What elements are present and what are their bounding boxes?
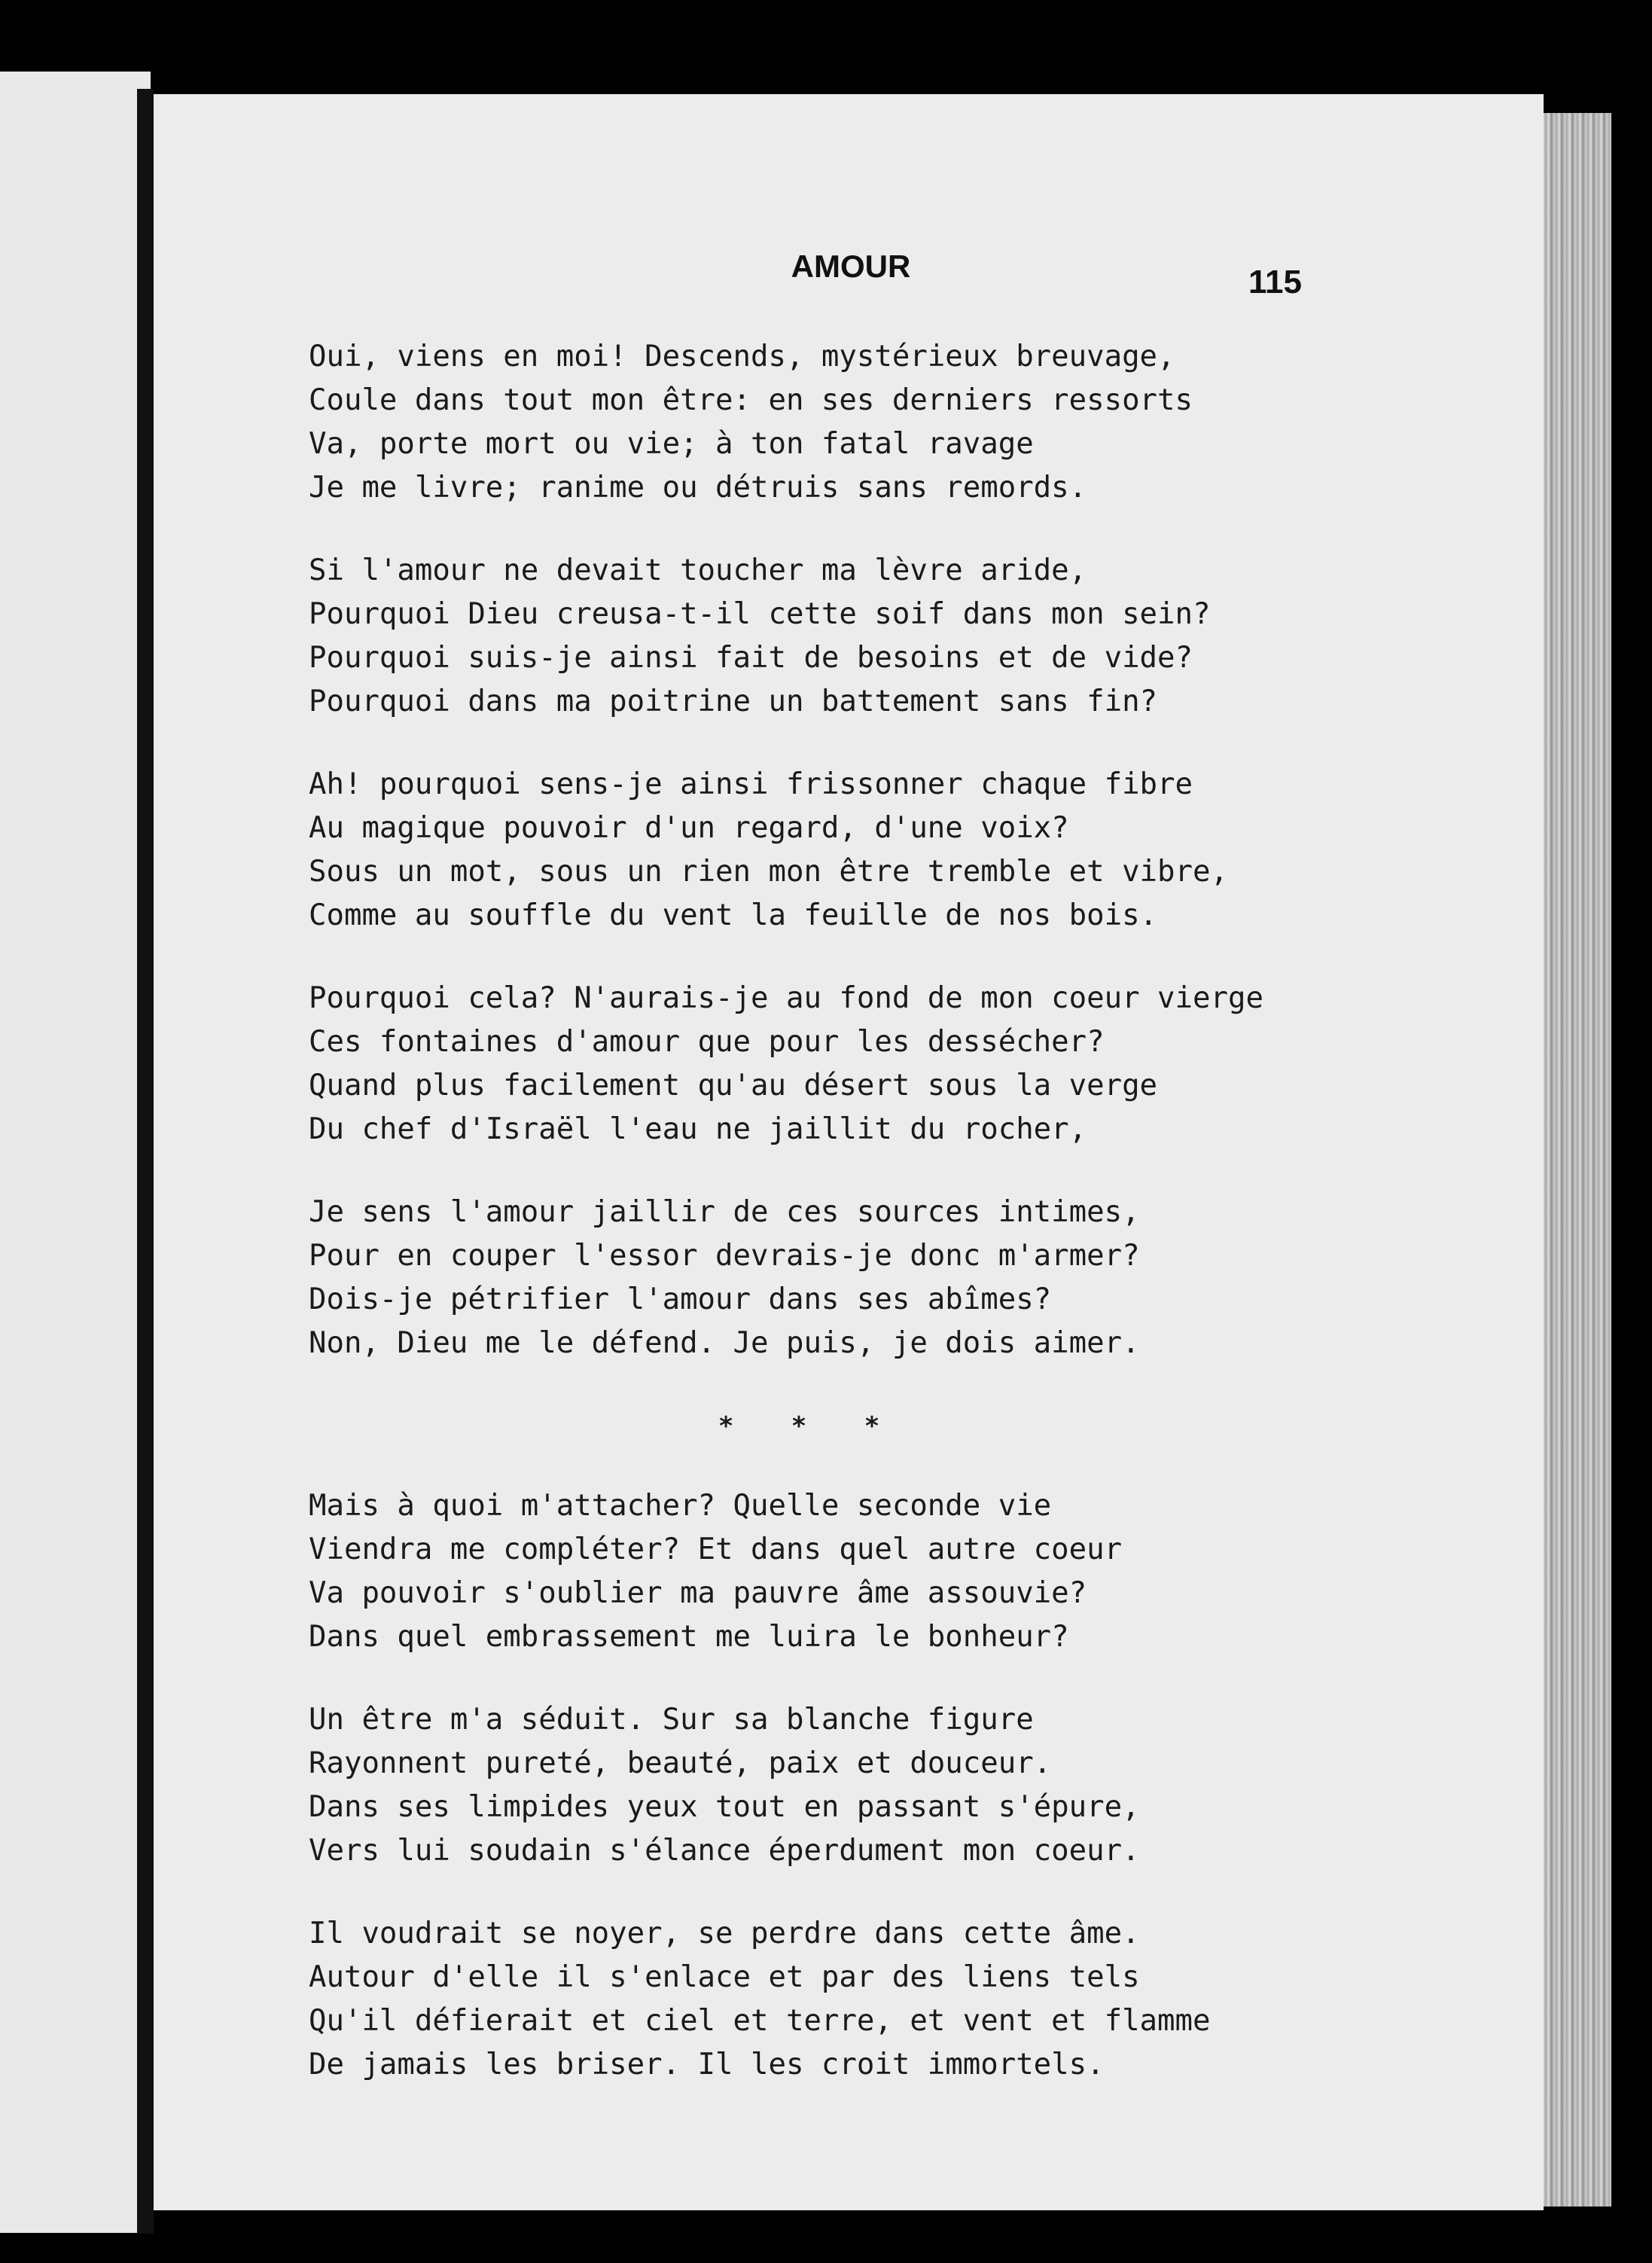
- verse-line: Va pouvoir s'oublier ma pauvre âme assouvie?: [309, 1576, 1087, 1610]
- page-number: 115: [1248, 264, 1302, 300]
- verse-line: Vers lui soudain s'élance éperdument mon coeur.: [309, 1834, 1140, 1868]
- verse-line: Dans ses limpides yeux tout en passant s'épure,: [309, 1790, 1140, 1824]
- verse-line: Je me livre; ranime ou détruis sans remords.: [309, 471, 1087, 505]
- verse-line: Pourquoi Dieu creusa-t-il cette soif dans mon sein?: [309, 597, 1211, 631]
- running-header-title: AMOUR: [791, 249, 911, 284]
- verse-line: Pour en couper l'essor devrais-je donc m'armer?: [309, 1239, 1140, 1273]
- verse-line: Ah! pourquoi sens-je ainsi frissonner chaque fibre: [309, 767, 1193, 801]
- verse-line: Il voudrait se noyer, se perdre dans cette âme.: [309, 1917, 1140, 1950]
- stanza: [309, 763, 1310, 938]
- verse-line: Dois-je pétrifier l'amour dans ses abîmes?: [309, 1282, 1052, 1316]
- verse-line: Coule dans tout mon être: en ses derniers ressorts: [309, 383, 1193, 417]
- verse-line: Pourquoi dans ma poitrine un battement sans fin?: [309, 685, 1158, 718]
- verse-line: Du chef d'Israël l'eau ne jaillit du rocher,: [309, 1112, 1087, 1146]
- stanza: [309, 1698, 1310, 1873]
- verse-line: Pourquoi cela? N'aurais-je au fond de mon coeur vierge: [309, 981, 1263, 1015]
- stanza: [309, 335, 1310, 510]
- facing-page-edge: [0, 72, 151, 2233]
- verse-line: Rayonnent pureté, beauté, paix et douceur.: [309, 1746, 1052, 1780]
- verse-line: Oui, viens en moi! Descends, mystérieux breuvage,: [309, 340, 1175, 374]
- verse-line: Quand plus facilement qu'au désert sous la verge: [309, 1069, 1158, 1103]
- verse-line: Comme au souffle du vent la feuille de nos bois.: [309, 898, 1158, 932]
- verse-line: Pourquoi suis-je ainsi fait de besoins et de vide?: [309, 641, 1193, 675]
- verse-line: Qu'il défierait et ciel et terre, et vent et flamme: [309, 2004, 1211, 2038]
- page-stack-edge: [1544, 113, 1611, 2207]
- stanza: [309, 549, 1310, 724]
- verse-line: Au magique pouvoir d'un regard, d'une voix?: [309, 811, 1069, 845]
- book-gutter: [137, 89, 154, 2234]
- stanza: [309, 977, 1310, 1151]
- section-separator: * * *: [718, 1411, 901, 1441]
- stanza: [309, 1484, 1310, 1659]
- verse-line: Si l'amour ne devait toucher ma lèvre aride,: [309, 554, 1087, 587]
- stanza: [309, 1912, 1310, 2087]
- verse-line: Viendra me compléter? Et dans quel autre coeur: [309, 1533, 1123, 1566]
- verse-line: Ces fontaines d'amour que pour les dessécher?: [309, 1025, 1105, 1059]
- stanza: [309, 1191, 1310, 1365]
- verse-line: Va, porte mort ou vie; à ton fatal ravage: [309, 427, 1034, 461]
- verse-line: Un être m'a séduit. Sur sa blanche figure: [309, 1703, 1034, 1737]
- verse-line: Dans quel embrassement me luira le bonheur?: [309, 1620, 1069, 1654]
- verse-line: De jamais les briser. Il les croit immortels.: [309, 2048, 1105, 2082]
- verse-line: Mais à quoi m'attacher? Quelle seconde vie: [309, 1489, 1052, 1523]
- verse-line: Autour d'elle il s'enlace et par des liens tels: [309, 1960, 1140, 1994]
- verse-line: Sous un mot, sous un rien mon être tremble et vibre,: [309, 855, 1228, 889]
- verse-line: Je sens l'amour jaillir de ces sources intimes,: [309, 1195, 1140, 1229]
- verse-line: Non, Dieu me le défend. Je puis, je dois aimer.: [309, 1326, 1140, 1360]
- poem-body: [309, 335, 1310, 2126]
